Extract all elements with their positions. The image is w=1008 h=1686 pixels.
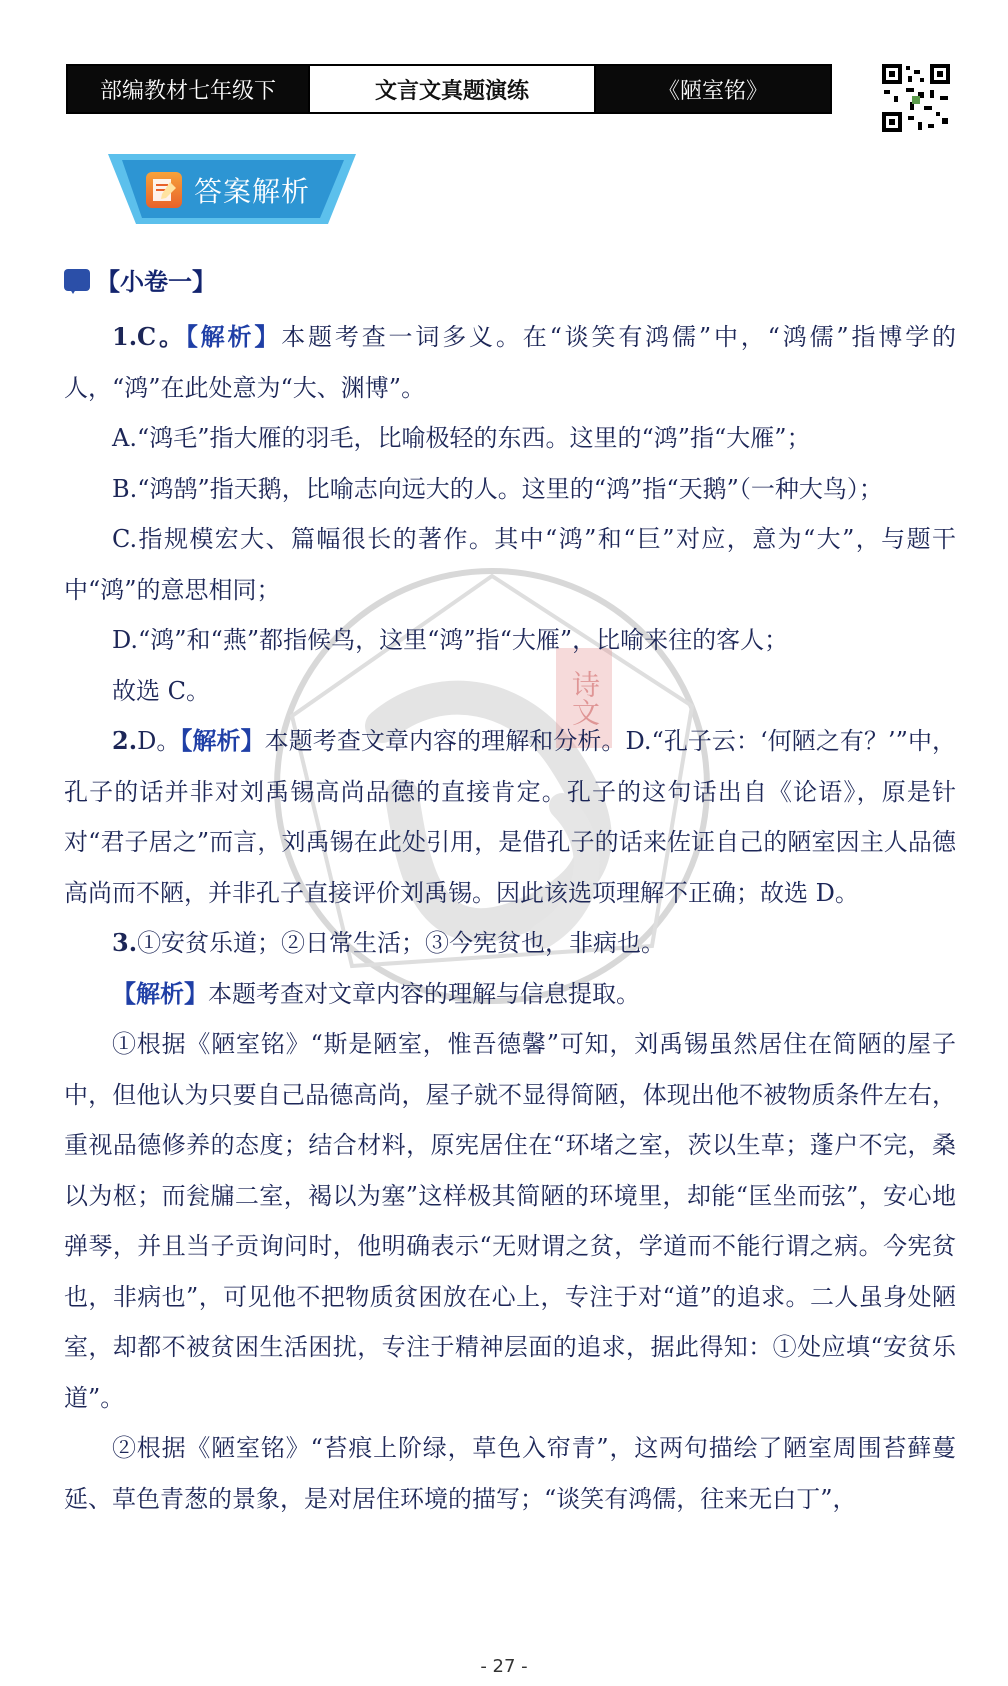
answer-content (64, 312, 956, 1524)
chat-bubble-icon (64, 269, 90, 291)
q3-point-1: ①根据《陋室铭》“斯是陋室，惟吾德馨”可知，刘禹锡虽然居住在简陋的屋子中，但他认为只要自己品德高尚，屋子就不显得简陋，体现出他不被物质条件左右，重视品德修养的态度；结合材料，原宪居住在“环堵之室，茨以生草；蓬户不完，桑以为枢；而瓮牖二室，褐以为塞”这样极其简陋的环境里，却能“匡坐而弦”，安心地弹琴，并且当子贡询问时，他明确表示“无财谓之贫，学道而不能行谓之病。今宪贫也，非病也”，可见他不把物质贫困放在心上，专注于对“道”的追求。二人虽身处陋室，却都不被贫困生活困扰，专注于精神层面的追求，据此得知：①处应填“安贫乐道”。 (64, 1030, 956, 1412)
q3-intro: 本题考查对文章内容的理解与信息提取。 (208, 979, 640, 1008)
q3-answer-line (64, 918, 956, 969)
q1-option-a: A.“鸿毛”指大雁的羽毛，比喻极轻的东西。这里的“鸿”指“大雁”； (112, 424, 811, 452)
q1-option-c: C.指规模宏大、篇幅很长的著作。其中“鸿”和“巨”对应，意为“大”，与题干中“鸿”的意思相同； (64, 525, 956, 604)
q1-paragraph (64, 312, 956, 413)
q2-text: 本题考查文章内容的理解和分析。D.“孔子云：‘何陋之有？’”中，孔子的话并非对刘禹锡高尚品德的直接肯定。孔子的这句话出自《论语》，原是针对“君子居之”而言，刘禹锡在此处引用，是借孔子的话来佐证自己的陋室因主人品德高尚而不陋，并非孔子直接评价刘禹锡。因此该选项理解不正确；故选 D。 (64, 727, 957, 907)
q3-point-2: ②根据《陋室铭》“苔痕上阶绿，草色入帘青”，这两句描绘了陋室周围苔藓蔓延、草色青葱的景象，是对居住环境的描写；“谈笑有鸿儒，往来无白丁”， (64, 1434, 956, 1513)
page-number: - 27 - (480, 1656, 528, 1677)
q2-analysis-tag: 【解析】 (180, 726, 265, 755)
section-title (64, 262, 216, 297)
header-lesson: 《陋室铭》 (596, 66, 830, 112)
q1-number: 1.C。 (112, 322, 186, 351)
q3-number: 3. (112, 928, 138, 957)
header-bar (66, 64, 832, 114)
q1-text: 本题考查一词多义。在“谈笑有鸿儒”中，“鸿儒”指博学的人，“鸿”在此处意为“大、渊博”。 (64, 323, 957, 402)
q2-answer: D。 (137, 727, 181, 755)
section-label: 【小卷一】 (96, 268, 216, 296)
q3-answer: ①安贫乐道；②日常生活；③今宪贫也，非病也。 (137, 929, 666, 957)
q3-analysis-intro (64, 969, 956, 1020)
q1-option-d: D.“鸿”和“燕”都指候鸟，这里“鸿”指“大雁”，比喻来往的客人； (112, 626, 789, 654)
answer-analysis-banner (108, 154, 356, 224)
pencil-note-icon (146, 172, 182, 208)
header-textbook: 部编教材七年级下 (68, 66, 308, 112)
banner-title: 答案解析 (194, 175, 311, 208)
q2-paragraph (64, 716, 956, 918)
q1-option-b: B.“鸿鹄”指天鹅，比喻志向远大的人。这里的“鸿”指“天鹅”（一种大鸟）； (112, 474, 883, 503)
qr-code-icon (880, 62, 952, 134)
q1-conclusion: 故选 C。 (112, 676, 210, 705)
q1-analysis-tag: 【解析】 (185, 322, 282, 351)
header-topic: 文言文真题演练 (308, 66, 596, 112)
q3-analysis-tag: 【解析】 (112, 978, 208, 1008)
watermark-red-seal: 诗文 (556, 648, 612, 748)
q2-number: 2. (112, 726, 138, 755)
